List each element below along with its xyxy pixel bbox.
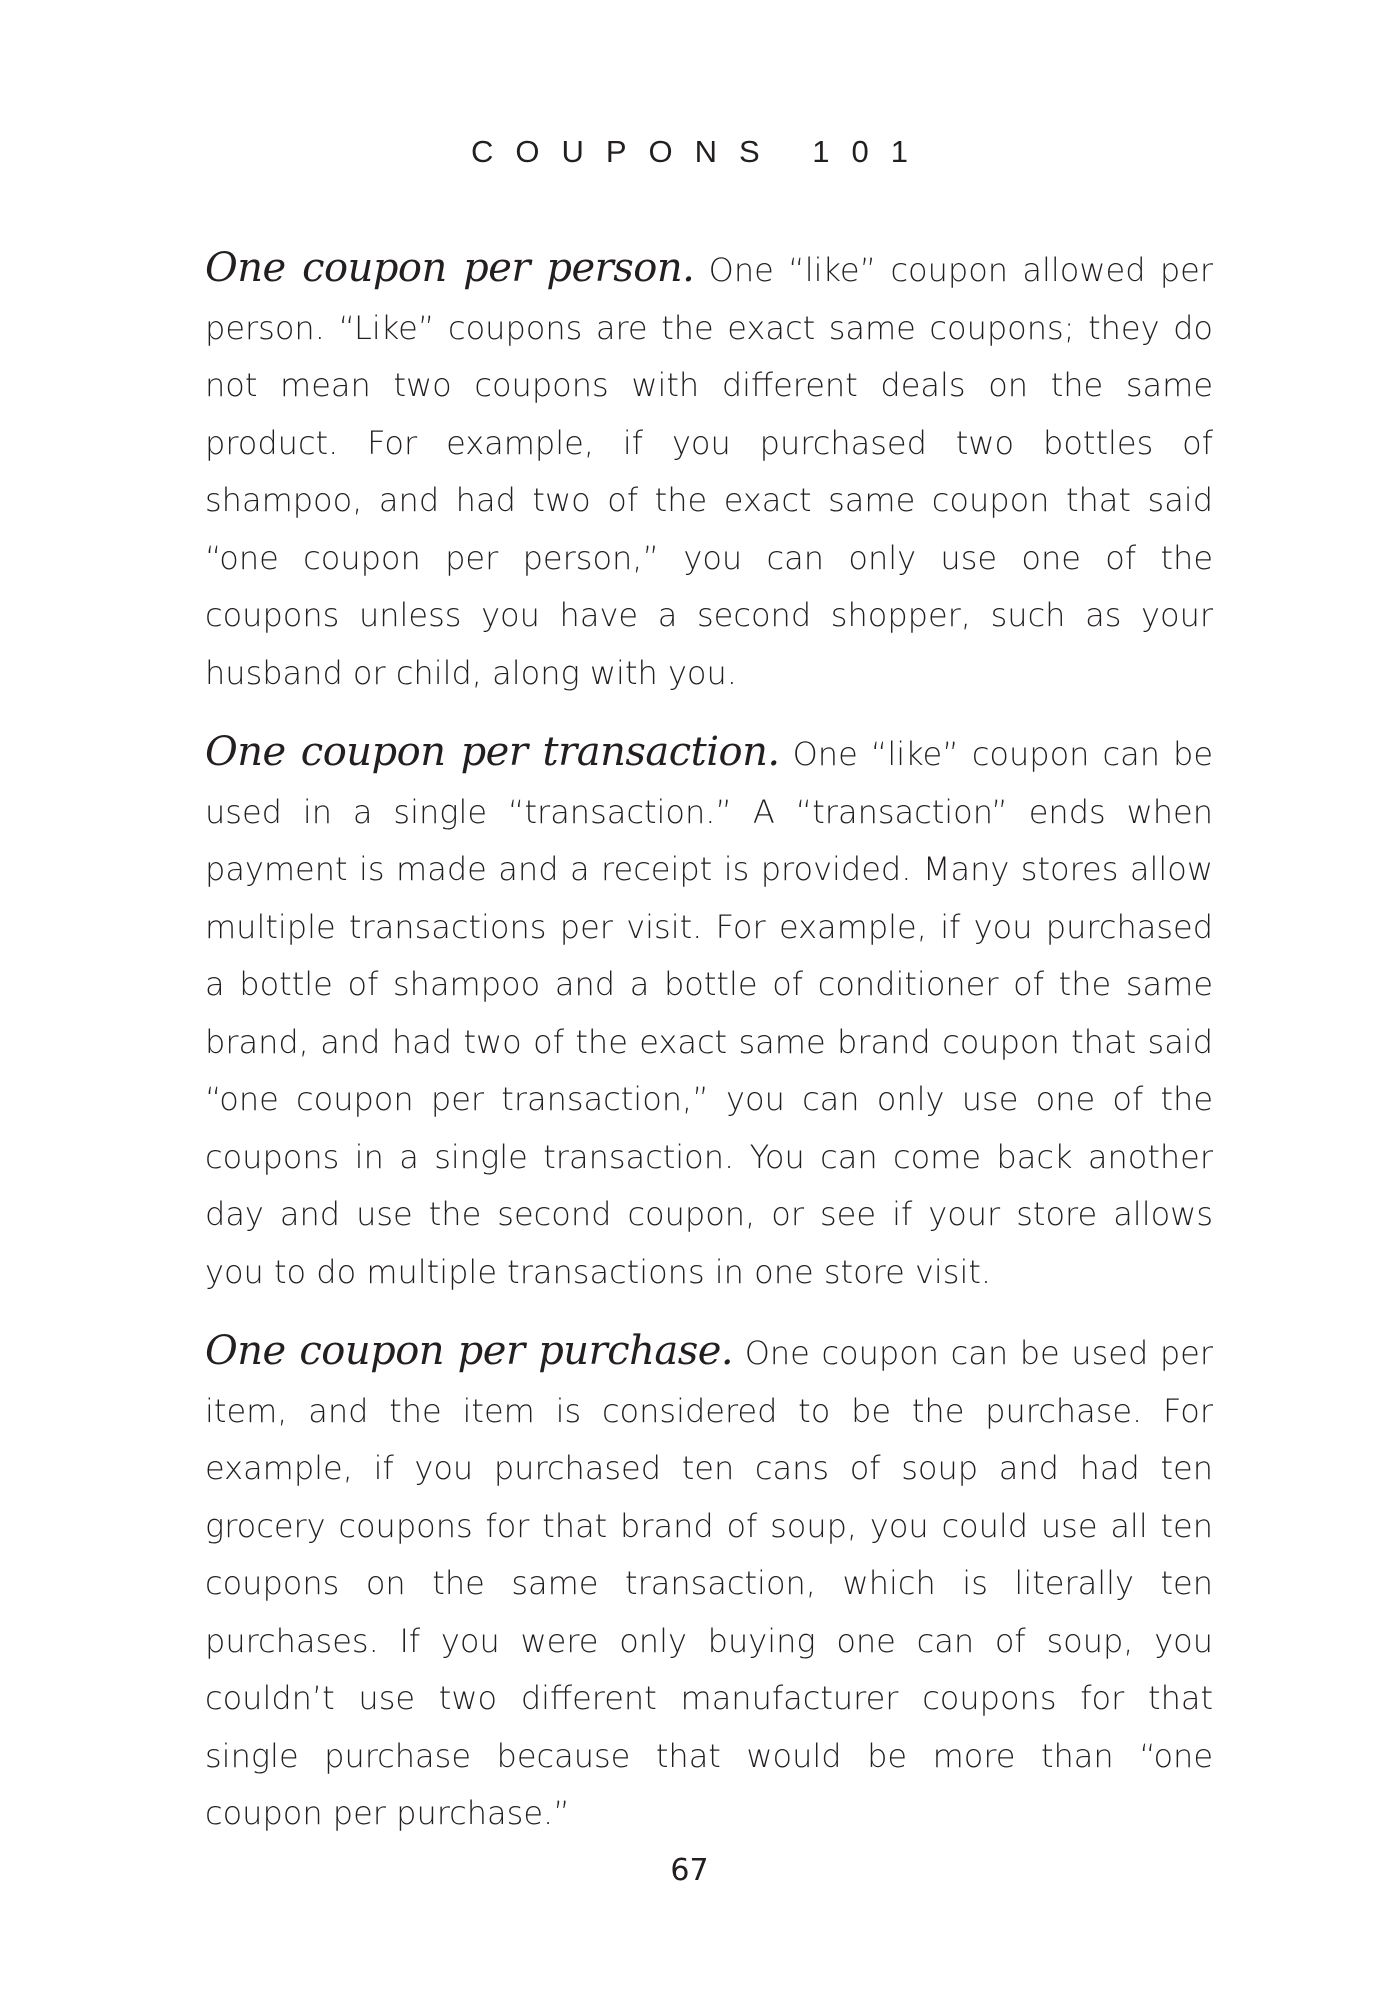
running-head: COUPONS 101: [470, 134, 931, 169]
entry-definition: One coupon can be used per item, and the item is considered to be the purchase. For example, if you purchased ten cans of soup and had ten grocery coupons for that brand of soup, you could use all ten coupons on the same transaction, which is literally ten purchases. If you were only buying one can of soup, you couldn’t use two different manufacturer coupons for that single purchase because that would be more than “one coupon per purchase.”: [205, 1334, 1213, 1832]
entry-one-coupon-per-transaction: [205, 724, 1213, 1301]
entry-term: One coupon per person.: [205, 245, 695, 291]
body-text: [205, 240, 1213, 1865]
page-number: 67: [670, 1853, 709, 1888]
entry-one-coupon-per-person: [205, 240, 1213, 702]
entry-one-coupon-per-purchase: [205, 1323, 1213, 1843]
entry-term: One coupon per purchase.: [205, 1328, 734, 1374]
entry-definition: One “like” coupon can be used in a single “transaction.” A “transaction” ends when payment is made and a receipt is provided. Many stores allow multiple transactions per visit. For example, if you purchased a bottle of shampoo and a bottle of conditioner of the same brand, and had two of the exact same brand coupon that said “one coupon per transaction,” you can only use one of the coupons in a single transaction. You can come back another day and use the second coupon, or see if your store allows you to do multiple transactions in one store visit.: [205, 735, 1213, 1291]
entry-term: One coupon per transaction.: [205, 729, 780, 775]
entry-definition: One “like” coupon allowed per person. “Like” coupons are the exact same coupons; they do not mean two coupons with different deals on the same product. For example, if you purchased two bottles of shampoo, and had two of the exact same coupon that said “one coupon per person,” you can only use one of the coupons unless you have a second shopper, such as your husband or child, along with you.: [205, 251, 1213, 692]
